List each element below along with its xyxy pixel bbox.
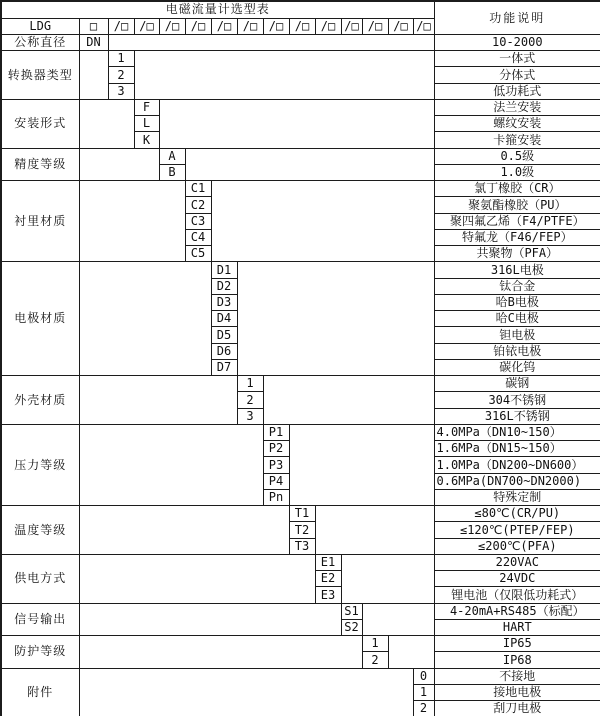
function-desc-cell: 220VAC <box>434 554 600 570</box>
right-filler-cell <box>263 376 434 425</box>
code-cell: 3 <box>108 83 134 99</box>
function-desc-cell: 法兰安装 <box>434 99 600 115</box>
code-cell: F <box>134 99 159 115</box>
function-desc-cell: 分体式 <box>434 67 600 83</box>
code-cell: P4 <box>263 473 289 489</box>
code-cell: T2 <box>289 522 315 538</box>
code-cell: D5 <box>211 327 237 343</box>
category-label: 供电方式 <box>1 554 79 603</box>
code-cell: 1 <box>108 51 134 67</box>
left-filler-cell <box>79 636 362 669</box>
function-desc-cell: 螺纹安装 <box>434 116 600 132</box>
function-desc-cell: 铂铱电极 <box>434 343 600 359</box>
table-title: 电磁流量计选型表 <box>1 1 434 18</box>
code-cell: B <box>159 164 185 180</box>
code-cell: 0 <box>413 668 434 684</box>
code-cell: S2 <box>341 619 362 635</box>
code-cell: S1 <box>341 603 362 619</box>
function-desc-cell: 0.5级 <box>434 148 600 164</box>
code-cell: D7 <box>211 359 237 375</box>
code-cell: 1 <box>237 376 263 392</box>
code-cell: C4 <box>185 229 211 245</box>
category-label: 精度等级 <box>1 148 79 181</box>
function-desc-cell: 共聚物（PFA） <box>434 246 600 262</box>
category-label: 防护等级 <box>1 636 79 669</box>
category-label: 附件 <box>1 668 79 716</box>
function-desc-cell: 24VDC <box>434 571 600 587</box>
right-filler-cell <box>211 181 434 262</box>
model-code-box: /□ <box>237 18 263 34</box>
category-label: 外壳材质 <box>1 376 79 425</box>
function-desc-cell: ≤120℃(PTEP/FEP) <box>434 522 600 538</box>
code-cell: C3 <box>185 213 211 229</box>
function-desc-cell: 316L电极 <box>434 262 600 278</box>
code-cell: P3 <box>263 457 289 473</box>
code-cell: P2 <box>263 441 289 457</box>
code-cell: E1 <box>315 554 341 570</box>
function-desc-cell: 接地电极 <box>434 684 600 700</box>
code-cell: L <box>134 116 159 132</box>
function-desc-cell: 氯丁橡胶（CR） <box>434 181 600 197</box>
code-cell: E2 <box>315 571 341 587</box>
right-filler-cell <box>362 603 434 636</box>
left-filler-cell <box>79 554 315 603</box>
right-filler-cell <box>185 148 434 181</box>
function-desc-cell: 哈B电极 <box>434 294 600 310</box>
right-filler-cell <box>388 636 434 669</box>
function-desc-cell: 1.0级 <box>434 164 600 180</box>
function-desc-cell: 10-2000 <box>434 34 600 50</box>
function-desc-cell: 锂电池（仅限低功耗式） <box>434 587 600 603</box>
function-desc-cell: 304不锈钢 <box>434 392 600 408</box>
code-cell: T1 <box>289 506 315 522</box>
code-cell: 2 <box>362 652 388 668</box>
function-desc-cell: IP65 <box>434 636 600 652</box>
model-code-box: /□ <box>315 18 341 34</box>
code-cell: D2 <box>211 278 237 294</box>
left-filler-cell <box>79 262 211 376</box>
model-code-box: /□ <box>341 18 362 34</box>
model-code-box: /□ <box>388 18 413 34</box>
right-filler-cell <box>315 506 434 555</box>
left-filler-cell <box>79 181 185 262</box>
model-code-box: /□ <box>263 18 289 34</box>
function-desc-cell: 316L不锈钢 <box>434 408 600 424</box>
code-cell: DN <box>79 34 108 50</box>
function-desc-cell: 1.6MPa（DN15~150） <box>434 441 600 457</box>
category-label: 公称直径 <box>1 34 79 50</box>
function-desc-cell: 碳化钨 <box>434 359 600 375</box>
function-desc-cell: 碳钢 <box>434 376 600 392</box>
code-cell: P1 <box>263 424 289 440</box>
code-cell: Pn <box>263 489 289 505</box>
code-cell: 1 <box>362 636 388 652</box>
function-desc-cell: ≤80℃(CR/PU) <box>434 506 600 522</box>
model-code-box: /□ <box>362 18 388 34</box>
code-cell: D1 <box>211 262 237 278</box>
function-desc-cell: IP68 <box>434 652 600 668</box>
model-code-box: /□ <box>185 18 211 34</box>
code-cell: E3 <box>315 587 341 603</box>
code-cell: 1 <box>413 684 434 700</box>
left-filler-cell <box>79 506 289 555</box>
code-cell: 3 <box>237 408 263 424</box>
category-label: 信号输出 <box>1 603 79 636</box>
function-desc-cell: 钛合金 <box>434 278 600 294</box>
category-label: 安装形式 <box>1 99 79 148</box>
model-code-box: /□ <box>289 18 315 34</box>
code-cell: D6 <box>211 343 237 359</box>
category-label: 电极材质 <box>1 262 79 376</box>
model-code-box: /□ <box>159 18 185 34</box>
function-desc-cell: 钽电极 <box>434 327 600 343</box>
right-filler-cell <box>237 262 434 376</box>
model-code-box: /□ <box>108 18 134 34</box>
code-cell: 2 <box>108 67 134 83</box>
function-desc-cell: 特氟龙（F46/FEP） <box>434 229 600 245</box>
category-label: 压力等级 <box>1 424 79 505</box>
function-desc-cell: 一体式 <box>434 51 600 67</box>
code-cell: T3 <box>289 538 315 554</box>
function-desc-cell: 刮刀电极 <box>434 701 600 716</box>
right-filler-cell <box>108 34 434 50</box>
model-code-box: /□ <box>211 18 237 34</box>
category-label: 温度等级 <box>1 506 79 555</box>
left-filler-cell <box>79 99 134 148</box>
left-filler-cell <box>79 668 413 716</box>
function-desc-cell: 哈C电极 <box>434 311 600 327</box>
code-cell: D4 <box>211 311 237 327</box>
model-code-box: /□ <box>134 18 159 34</box>
code-cell: D3 <box>211 294 237 310</box>
left-filler-cell <box>79 603 341 636</box>
left-filler-cell <box>79 376 237 425</box>
left-filler-cell <box>79 51 108 100</box>
right-filler-cell <box>134 51 434 100</box>
right-filler-cell <box>341 554 434 603</box>
function-desc-cell: 特殊定制 <box>434 489 600 505</box>
right-filler-cell <box>289 424 434 505</box>
code-cell: C2 <box>185 197 211 213</box>
model-code-prefix: LDG <box>1 18 79 34</box>
code-cell: K <box>134 132 159 148</box>
function-desc-cell: 4.0MPa（DN10~150） <box>434 424 600 440</box>
right-filler-cell <box>159 99 434 148</box>
code-cell: 2 <box>237 392 263 408</box>
category-label: 转换器类型 <box>1 51 79 100</box>
function-desc-cell: 不接地 <box>434 668 600 684</box>
model-code-box: /□ <box>413 18 434 34</box>
function-desc-cell: HART <box>434 619 600 635</box>
function-desc-cell: 4-20mA+RS485（标配） <box>434 603 600 619</box>
function-desc-cell: ≤200℃(PFA) <box>434 538 600 554</box>
function-desc-cell: 卡箍安装 <box>434 132 600 148</box>
left-filler-cell <box>79 148 159 181</box>
function-desc-cell: 低功耗式 <box>434 83 600 99</box>
function-desc-cell: 1.0MPa（DN200~DN600） <box>434 457 600 473</box>
code-cell: C5 <box>185 246 211 262</box>
model-code-first-box: □ <box>79 18 108 34</box>
function-desc-cell: 聚四氟乙烯（F4/PTFE） <box>434 213 600 229</box>
left-filler-cell <box>79 424 263 505</box>
code-cell: A <box>159 148 185 164</box>
code-cell: C1 <box>185 181 211 197</box>
function-desc-cell: 0.6MPa(DN700~DN2000) <box>434 473 600 489</box>
function-desc-cell: 聚氨酯橡胶（PU） <box>434 197 600 213</box>
function-column-header: 功能说明 <box>434 1 600 34</box>
category-label: 衬里材质 <box>1 181 79 262</box>
code-cell: 2 <box>413 701 434 716</box>
